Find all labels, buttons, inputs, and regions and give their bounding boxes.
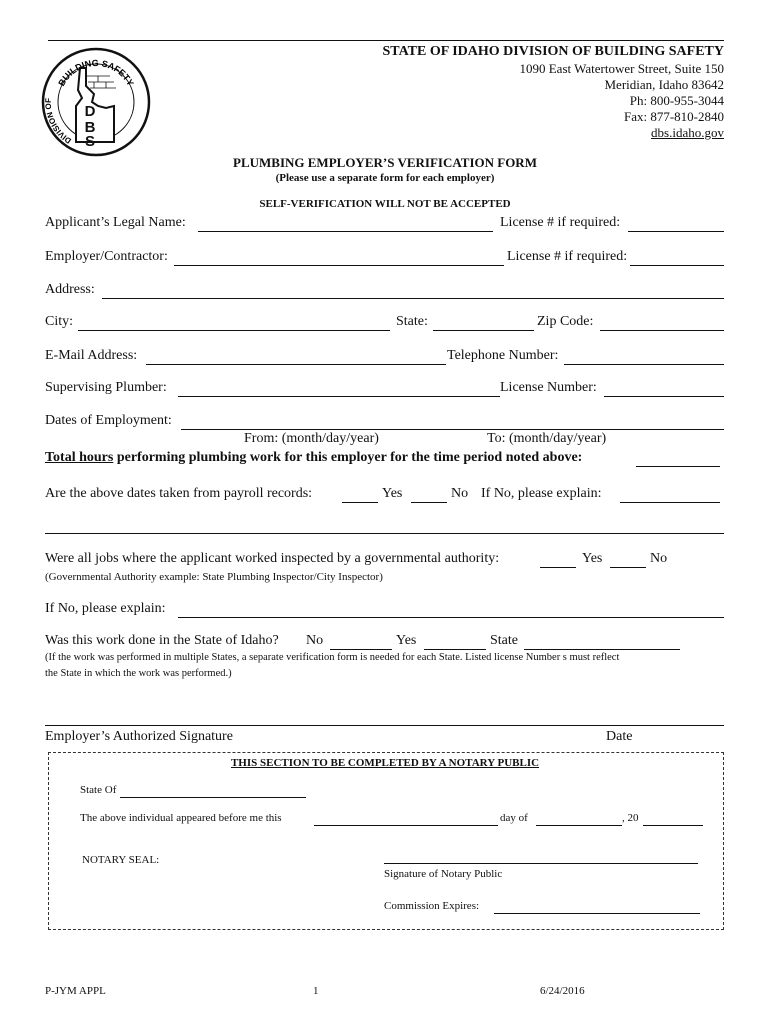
multistate-note-line2: the State in which the work was performed.) <box>45 668 232 679</box>
inspected-yes-field[interactable] <box>540 567 576 568</box>
total-hours-emphasis: Total hours <box>45 450 114 465</box>
notary-seal-label: NOTARY SEAL: <box>82 854 160 866</box>
agency-phone: Ph: 800-955-3044 <box>629 93 724 108</box>
inspected-no-field[interactable] <box>610 567 646 568</box>
agency-website-link[interactable]: dbs.idaho.gov <box>651 125 724 140</box>
footer-page-number: 1 <box>313 985 319 997</box>
notary-state-label: State Of <box>80 784 117 796</box>
inspected-no-label: No <box>650 551 668 566</box>
payroll-question: Are the above dates taken from payroll records: <box>45 486 313 501</box>
svg-text:B: B <box>84 119 96 136</box>
signature-date-label: Date <box>606 729 633 744</box>
notary-month-field[interactable] <box>536 825 622 826</box>
svg-text:D: D <box>84 103 96 120</box>
agency-address-line2: Meridian, Idaho 83642 <box>604 77 724 92</box>
idaho-state-field[interactable] <box>524 649 680 650</box>
idaho-question: Was this work done in the State of Idaho? <box>45 633 279 648</box>
total-hours-field[interactable] <box>636 466 720 467</box>
employer-signature-field[interactable] <box>45 725 724 726</box>
notary-appeared-label: The above individual appeared before me this <box>80 812 282 824</box>
telephone-label: Telephone Number: <box>447 348 559 363</box>
address-field[interactable] <box>102 298 724 299</box>
svg-text:S: S <box>84 133 96 150</box>
agency-fax: Fax: 877-810-2840 <box>623 109 724 124</box>
notary-heading: THIS SECTION TO BE COMPLETED BY A NOTARY PUBLIC <box>230 757 540 769</box>
notary-year-field[interactable] <box>643 825 703 826</box>
employer-license-label: License # if required: <box>507 249 628 264</box>
dates-of-employment-label: Dates of Employment: <box>45 413 172 428</box>
notary-day-field[interactable] <box>314 825 498 826</box>
state-field[interactable] <box>433 330 534 331</box>
multistate-note-line1: (If the work was performed in multiple States, a separate verification form is needed for each State. Listed license Number s must reflect <box>45 652 620 663</box>
idaho-no-label: No <box>306 633 324 648</box>
employer-license-field[interactable] <box>630 265 724 266</box>
zip-label: Zip Code: <box>537 314 594 329</box>
inspected-explain-field[interactable] <box>178 617 724 618</box>
payroll-explain-field[interactable] <box>620 502 720 503</box>
employer-signature-label: Employer’s Authorized Signature <box>45 729 233 744</box>
payroll-explain-label: If No, please explain: <box>481 486 602 501</box>
employer-field[interactable] <box>174 265 504 266</box>
footer-form-code: P-JYM APPL <box>45 985 106 997</box>
svg-text:DIVISION OF: DIVISION OF <box>43 97 73 146</box>
notary-signature-label: Signature of Notary Public <box>384 868 503 880</box>
commission-expires-field[interactable] <box>494 913 700 914</box>
inspected-yes-label: Yes <box>582 551 603 566</box>
self-verification-notice: SELF-VERIFICATION WILL NOT BE ACCEPTED <box>259 198 511 210</box>
employer-label: Employer/Contractor: <box>45 249 168 264</box>
supervising-plumber-label: Supervising Plumber: <box>45 380 167 395</box>
total-hours-text: performing plumbing work for this employer for the time period noted above: <box>113 450 583 465</box>
supervising-plumber-field[interactable] <box>178 396 500 397</box>
notary-day-of-label: day of <box>500 812 528 824</box>
license-number-field[interactable] <box>604 396 724 397</box>
state-label: State: <box>396 314 428 329</box>
form-subtitle: (Please use a separate form for each employer) <box>275 172 495 184</box>
agency-name: STATE OF IDAHO DIVISION OF BUILDING SAFETY <box>382 44 724 59</box>
telephone-field[interactable] <box>564 364 724 365</box>
city-label: City: <box>45 314 74 329</box>
idaho-yes-field[interactable] <box>424 649 486 650</box>
zip-field[interactable] <box>600 330 724 331</box>
payroll-explain-field-2[interactable] <box>45 533 724 534</box>
applicant-name-label: Applicant’s Legal Name: <box>45 215 186 230</box>
from-date-label: From: (month/day/year) <box>244 431 379 446</box>
address-label: Address: <box>45 282 95 297</box>
payroll-no-label: No <box>451 486 469 501</box>
gov-authority-example: (Governmental Authority example: State Plumbing Inspector/City Inspector) <box>45 571 383 583</box>
applicant-license-field[interactable] <box>628 231 724 232</box>
to-date-label: To: (month/day/year) <box>487 431 607 446</box>
inspected-explain-label: If No, please explain: <box>45 601 166 616</box>
applicant-license-label: License # if required: <box>500 215 621 230</box>
footer-date: 6/24/2016 <box>540 985 585 997</box>
agency-address-line1: 1090 East Watertower Street, Suite 150 <box>519 61 724 76</box>
idaho-no-field[interactable] <box>330 649 392 650</box>
email-label: E-Mail Address: <box>45 348 138 363</box>
inspected-question: Were all jobs where the applicant worked inspected by a governmental authority: <box>45 551 500 566</box>
notary-year-prefix: , 20 <box>622 812 639 824</box>
payroll-yes-field[interactable] <box>342 502 378 503</box>
license-number-label: License Number: <box>500 380 597 395</box>
notary-signature-field[interactable] <box>384 863 698 864</box>
payroll-no-field[interactable] <box>411 502 447 503</box>
payroll-yes-label: Yes <box>382 486 403 501</box>
commission-expires-label: Commission Expires: <box>384 900 480 912</box>
idaho-yes-label: Yes <box>396 633 417 648</box>
city-field[interactable] <box>78 330 390 331</box>
email-field[interactable] <box>146 364 446 365</box>
svg-text:BUILDING SAFETY: BUILDING SAFETY <box>56 57 136 88</box>
dates-of-employment-field[interactable] <box>181 429 724 430</box>
form-title: PLUMBING EMPLOYER’S VERIFICATION FORM <box>233 155 537 170</box>
top-rule <box>48 40 724 41</box>
idaho-state-label: State <box>490 633 518 648</box>
notary-state-field[interactable] <box>120 797 306 798</box>
dbs-seal-icon <box>40 46 152 158</box>
dbs-logo <box>40 46 152 158</box>
applicant-name-field[interactable] <box>198 231 493 232</box>
total-hours-label <box>45 450 582 466</box>
